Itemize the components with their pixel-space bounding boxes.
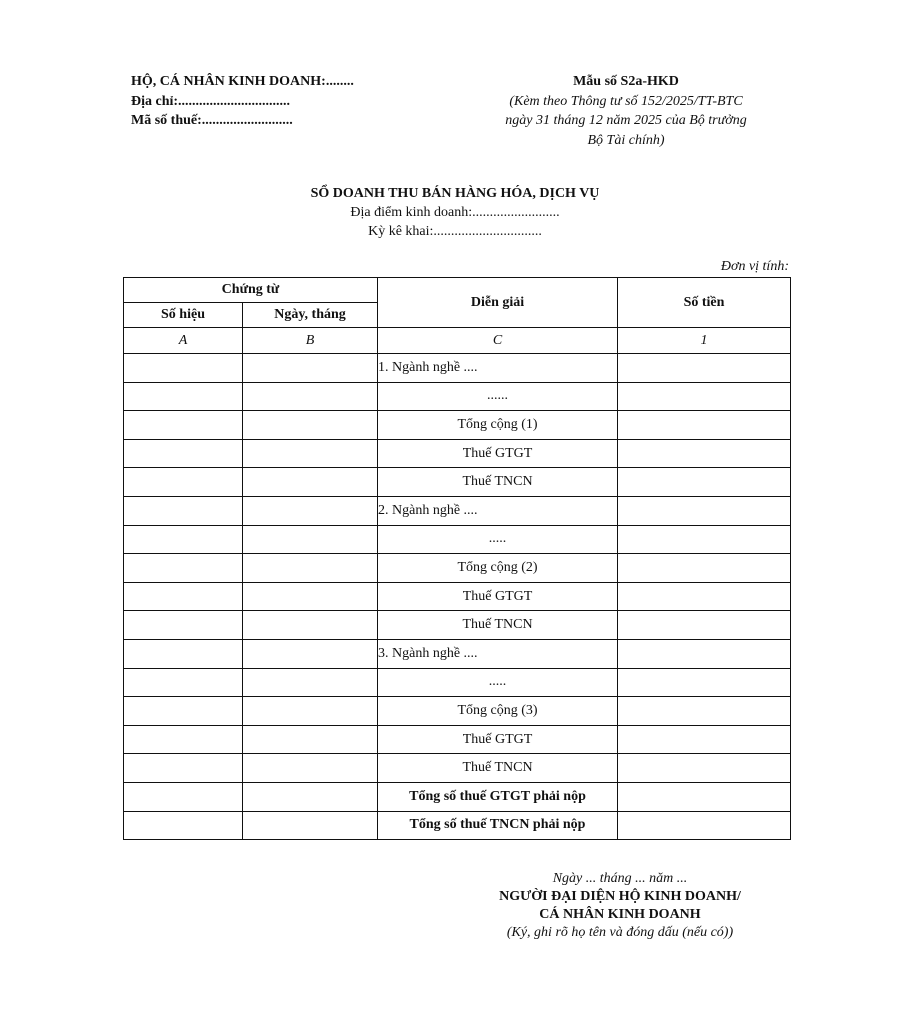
index-a: A xyxy=(124,328,243,354)
voucher-date-cell xyxy=(243,725,378,754)
description-cell: Thuế TNCN xyxy=(378,468,618,497)
voucher-number-cell xyxy=(124,782,243,811)
signature-block xyxy=(470,870,770,942)
description-cell: Tổng cộng (3) xyxy=(378,697,618,726)
voucher-date-cell xyxy=(243,468,378,497)
voucher-number-cell xyxy=(124,811,243,840)
voucher-date-cell xyxy=(243,439,378,468)
voucher-number-cell xyxy=(124,697,243,726)
table-row xyxy=(124,554,791,583)
description-cell: Tổng số thuế GTGT phải nộp xyxy=(378,782,618,811)
description-cell: ..... xyxy=(378,668,618,697)
description-cell: Thuế TNCN xyxy=(378,754,618,783)
voucher-date-cell xyxy=(243,354,378,383)
description-cell: Tổng số thuế TNCN phải nộp xyxy=(378,811,618,840)
amount-cell xyxy=(618,582,791,611)
index-b: B xyxy=(243,328,378,354)
voucher-date-cell xyxy=(243,754,378,783)
index-c: C xyxy=(378,328,618,354)
voucher-date-cell xyxy=(243,382,378,411)
signature-note: (Ký, ghi rõ họ tên và đóng dấu (nếu có)) xyxy=(506,925,734,940)
declaration-period-line: Kỳ kê khai:............................... xyxy=(368,224,542,239)
table-row xyxy=(124,525,791,554)
tax-code-line: Mã số thuế:.......................... xyxy=(131,113,293,128)
amount-cell xyxy=(618,411,791,440)
amount-cell xyxy=(618,525,791,554)
description-cell: Tổng cộng (1) xyxy=(378,411,618,440)
ledger-title-block xyxy=(200,184,710,241)
amount-cell xyxy=(618,554,791,583)
description-cell: Thuế GTGT xyxy=(378,582,618,611)
table-row xyxy=(124,639,791,668)
voucher-date-cell xyxy=(243,668,378,697)
table-row xyxy=(124,668,791,697)
business-name-line: HỘ, CÁ NHÂN KINH DOANH:........ xyxy=(131,74,354,89)
business-info xyxy=(131,72,354,131)
circular-ref-line-1: (Kèm theo Thông tư số 152/2025/TT-BTC xyxy=(509,93,743,109)
voucher-number-cell xyxy=(124,468,243,497)
voucher-date-cell xyxy=(243,496,378,525)
amount-cell xyxy=(618,668,791,697)
voucher-date-cell xyxy=(243,411,378,440)
voucher-number-cell xyxy=(124,725,243,754)
voucher-date-cell xyxy=(243,811,378,840)
page-title: SỔ DOANH THU BÁN HÀNG HÓA, DỊCH VỤ xyxy=(310,186,600,201)
amount-cell xyxy=(618,496,791,525)
voucher-date-cell xyxy=(243,697,378,726)
amount-cell xyxy=(618,725,791,754)
table-row xyxy=(124,754,791,783)
table-row xyxy=(124,496,791,525)
voucher-number-cell xyxy=(124,439,243,468)
description-cell: Tổng cộng (2) xyxy=(378,554,618,583)
voucher-number-cell xyxy=(124,668,243,697)
voucher-number-cell xyxy=(124,582,243,611)
voucher-date-cell xyxy=(243,554,378,583)
description-cell: ..... xyxy=(378,525,618,554)
description-cell: 2. Ngành nghề .... xyxy=(378,496,618,525)
column-index-row xyxy=(124,328,791,354)
table-row xyxy=(124,468,791,497)
voucher-number-cell xyxy=(124,639,243,668)
circular-ref-line-3: Bộ Tài chính) xyxy=(587,132,665,148)
voucher-date-cell xyxy=(243,782,378,811)
table-row xyxy=(124,725,791,754)
voucher-number-cell xyxy=(124,525,243,554)
revenue-ledger-table xyxy=(123,277,791,840)
table-row xyxy=(124,439,791,468)
amount-cell xyxy=(618,639,791,668)
amount-cell xyxy=(618,754,791,783)
amount-header: Số tiền xyxy=(618,278,791,328)
voucher-group-header: Chứng từ xyxy=(124,278,378,303)
table-row xyxy=(124,611,791,640)
amount-cell xyxy=(618,811,791,840)
amount-cell xyxy=(618,468,791,497)
amount-cell xyxy=(618,611,791,640)
form-number: Mẫu số S2a-HKD xyxy=(573,74,679,89)
voucher-number-cell xyxy=(124,354,243,383)
amount-cell xyxy=(618,354,791,383)
voucher-date-cell xyxy=(243,611,378,640)
signer-role-line-2: CÁ NHÂN KINH DOANH xyxy=(539,907,701,922)
voucher-date-cell xyxy=(243,582,378,611)
index-1: 1 xyxy=(618,328,791,354)
business-location-line: Địa điểm kinh doanh:......................... xyxy=(350,205,560,220)
voucher-number-cell xyxy=(124,554,243,583)
table-row xyxy=(124,582,791,611)
table-row xyxy=(124,811,791,840)
description-header: Diễn giải xyxy=(378,278,618,328)
signer-role-line-1: NGƯỜI ĐẠI DIỆN HỘ KINH DOANH/ xyxy=(499,889,741,904)
table-row xyxy=(124,782,791,811)
voucher-date-header: Ngày, tháng xyxy=(243,303,378,328)
voucher-number-header: Số hiệu xyxy=(124,303,243,328)
amount-cell xyxy=(618,382,791,411)
description-cell: Thuế GTGT xyxy=(378,725,618,754)
signature-date-line: Ngày ... tháng ... năm ... xyxy=(552,871,688,886)
amount-cell xyxy=(618,697,791,726)
voucher-number-cell xyxy=(124,611,243,640)
voucher-number-cell xyxy=(124,411,243,440)
table-row xyxy=(124,382,791,411)
circular-ref-line-2: ngày 31 tháng 12 năm 2025 của Bộ trưởng xyxy=(505,113,747,128)
voucher-number-cell xyxy=(124,496,243,525)
table-row xyxy=(124,411,791,440)
address-line: Địa chỉ:................................ xyxy=(131,93,291,109)
voucher-date-cell xyxy=(243,639,378,668)
voucher-date-cell xyxy=(243,525,378,554)
amount-cell xyxy=(618,782,791,811)
description-cell: Thuế GTGT xyxy=(378,439,618,468)
table-row xyxy=(124,697,791,726)
description-cell: ...... xyxy=(378,382,618,411)
description-cell: Thuế TNCN xyxy=(378,611,618,640)
voucher-number-cell xyxy=(124,754,243,783)
unit-label: Đơn vị tính: xyxy=(720,259,789,274)
description-cell: 1. Ngành nghề .... xyxy=(378,354,618,383)
table-row xyxy=(124,354,791,383)
form-reference xyxy=(476,72,776,150)
voucher-number-cell xyxy=(124,382,243,411)
amount-cell xyxy=(618,439,791,468)
description-cell: 3. Ngành nghề .... xyxy=(378,639,618,668)
